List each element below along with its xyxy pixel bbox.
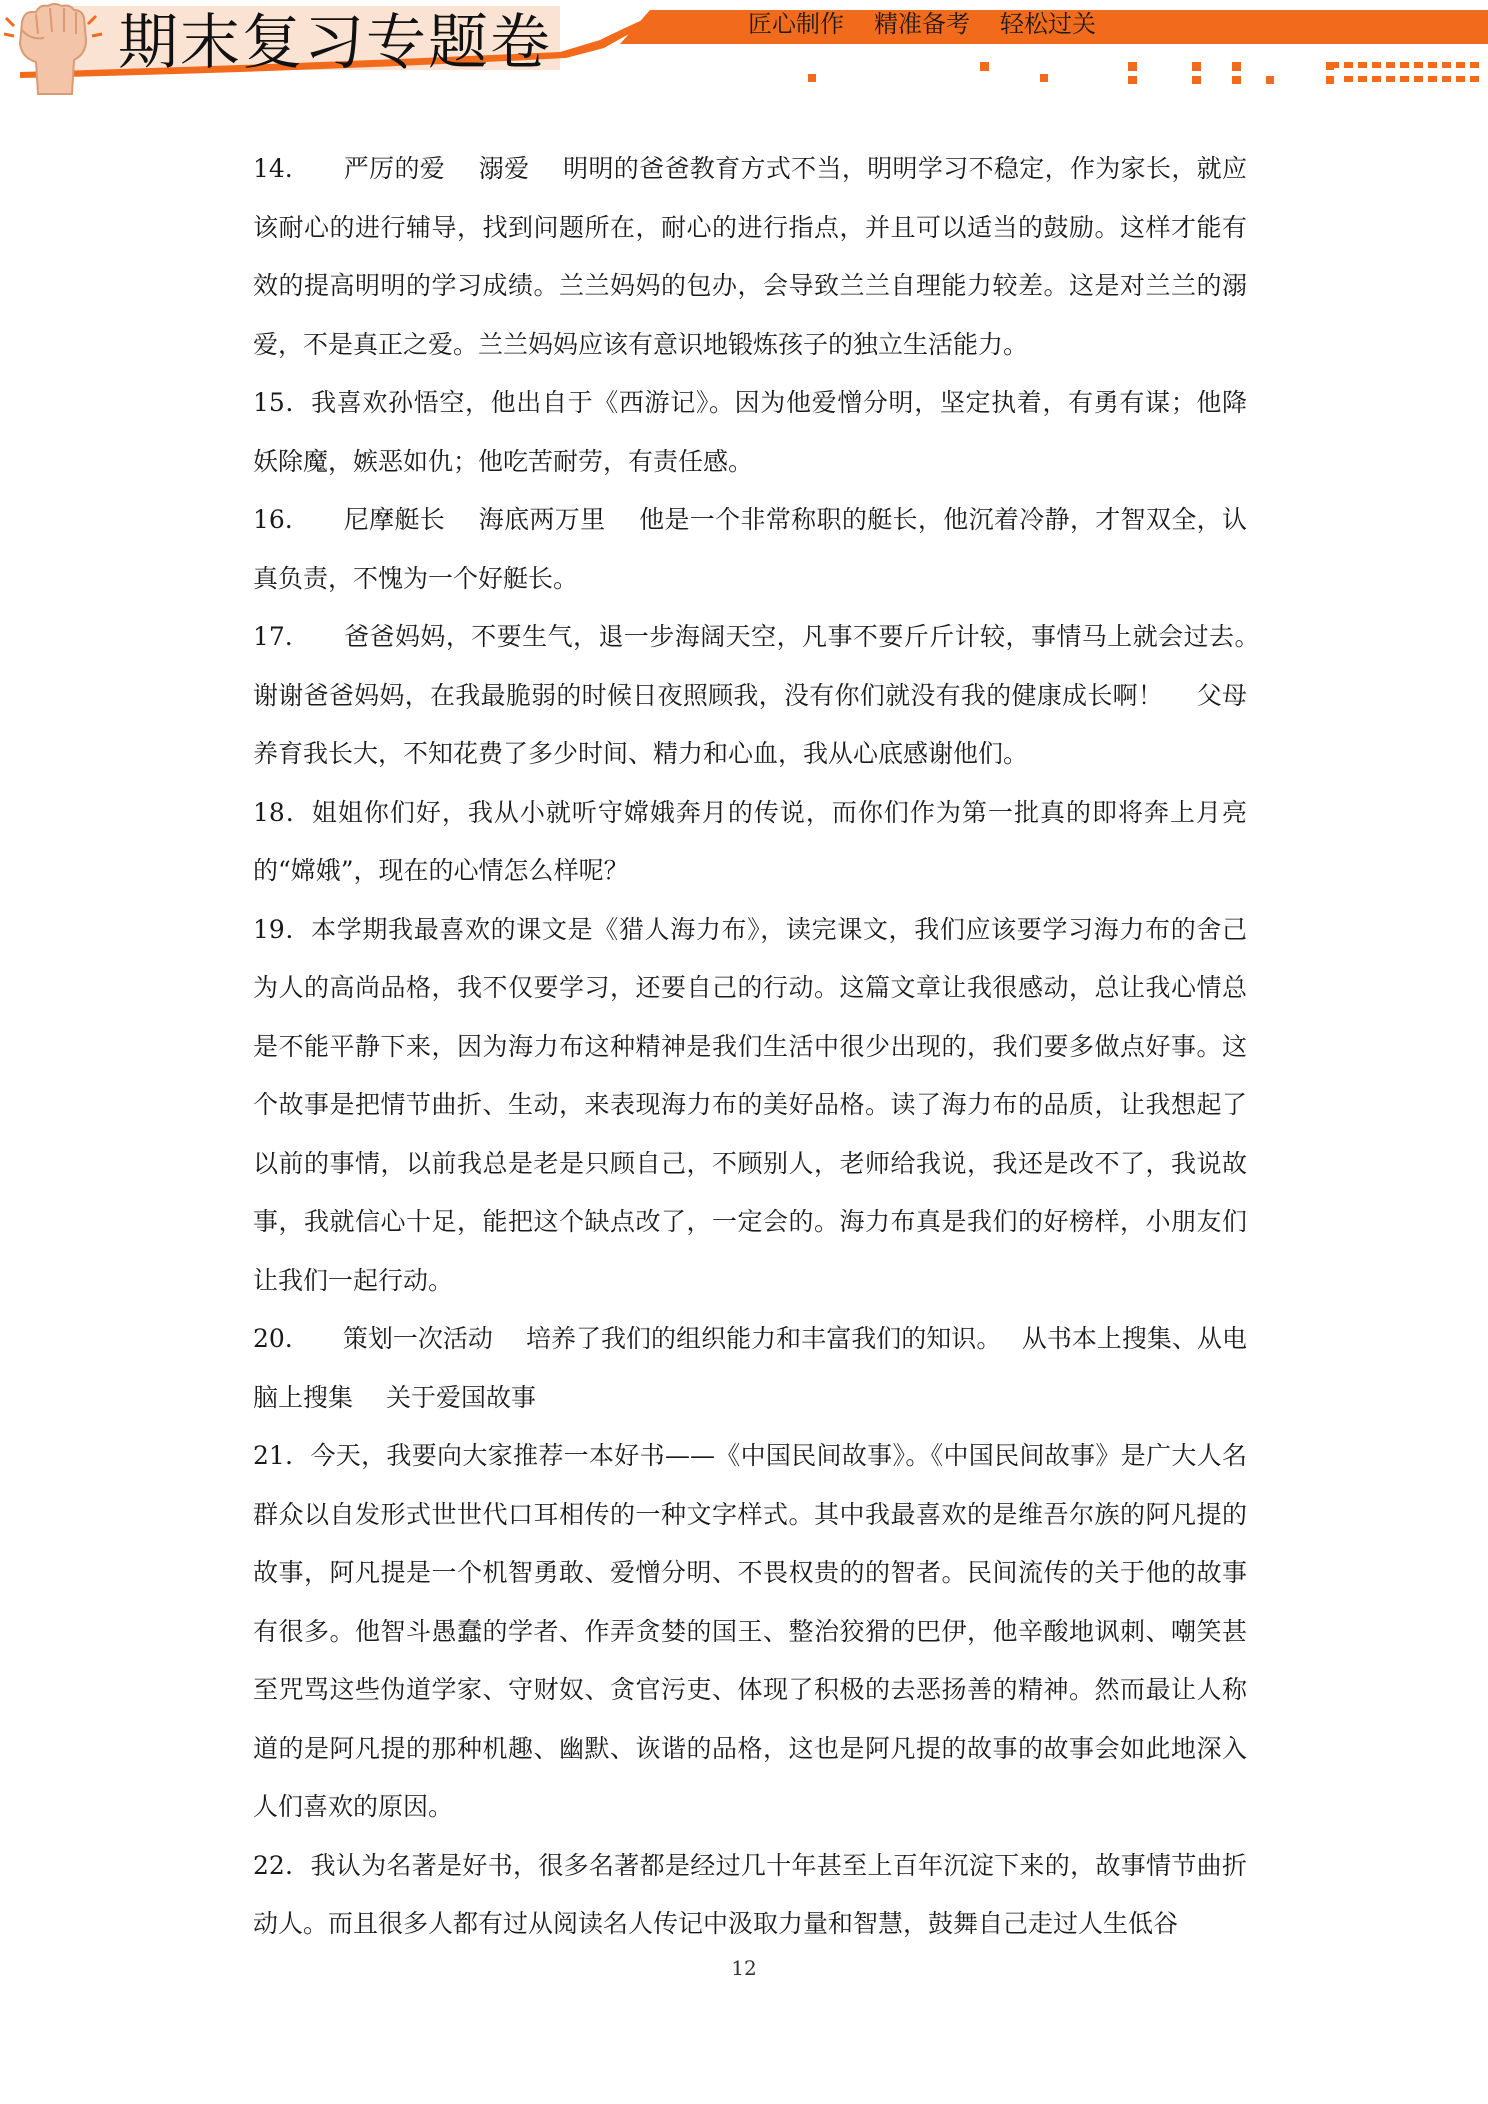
page-number: 12 xyxy=(731,1956,757,1980)
slogan-prepare: 精准备考 xyxy=(874,10,970,38)
answer-17: 17. 爸爸妈妈，不要生气，退一步海阔天空，凡事不要斤斤计较，事情马上就会过去。 谢谢爸爸妈妈，在我最脆弱的时候日夜照顾我，没有你们就没有我的健康成长啊！ 父母养育我长大，不知花费了多少时间、精力和心血，我从心底感谢他们。 xyxy=(253,622,1280,768)
slogan-craft: 匠心制作 xyxy=(748,10,844,38)
raised-fist-icon xyxy=(0,0,115,95)
page-title: 期末复习专题卷 xyxy=(118,8,552,78)
answer-18: 18．姐姐你们好，我从小就听守嫦娥奔月的传说，而你们作为第一批真的即将奔上月亮的“嫦娥”，现在的心情怎么样呢？ xyxy=(253,797,1247,885)
answer-21: 21．今天，我要向大家推荐一本好书——《中国民间故事》。《中国民间故事》是广大人名群众以自发形式世世代口耳相传的一种文字样式。其中我最喜欢的是维吾尔族的阿凡提的故事，阿凡提是一个机智勇敢、爱憎分明、不畏权贵的的智者。民间流传的关于他的故事有很多。他智斗愚蠢的学者、作弄贪婪的国王、整治狡猾的巴伊，他辛酸地讽刺、嘲笑甚至咒骂这些伪道学家、守财奴、贪官污吏、体现了积极的去恶扬善的精神。然而最让人称道的是阿凡提的那种机趣、幽默、诙谐的品格，这也是阿凡提的故事的故事会如此地深入人们喜欢的原因。 xyxy=(253,1441,1247,1821)
slogan-pass: 轻松过关 xyxy=(1000,10,1096,38)
answer-15: 15．我喜欢孙悟空，他出自于《西游记》。因为他爱憎分明，坚定执着，有勇有谋；他降妖除魔，嫉恶如仇；他吃苦耐劳，有责任感。 xyxy=(253,388,1247,476)
answer-content xyxy=(253,140,1280,1954)
answer-20: 20. 策划一次活动 培养了我们的组织能力和丰富我们的知识。 从书本上搜集、从电脑上搜集 关于爱国故事 xyxy=(253,1324,1247,1412)
answer-14: 14. 严厉的爱 溺爱 明明的爸爸教育方式不当，明明学习不稳定，作为家长，就应该耐心的进行辅导，找到问题所在，耐心的进行指点，并且可以适当的鼓励。这样才能有效的提高明明的学习成绩。兰兰妈妈的包办，会导致兰兰自理能力较差。这是对兰兰的溺爱，不是真正之爱。兰兰妈妈应该有意识地锻炼孩子的独立生活能力。 xyxy=(253,154,1247,359)
answer-22: 22．我认为名著是好书，很多名著都是经过几十年甚至上百年沉淀下来的，故事情节曲折动人。而且很多人都有过从阅读名人传记中汲取力量和智慧，鼓舞自己走过人生低谷 xyxy=(253,1850,1247,1938)
answer-19: 19．本学期我最喜欢的课文是《猎人海力布》，读完课文，我们应该要学习海力布的舍己为人的高尚品格，我不仅要学习，还要自己的行动。这篇文章让我很感动，总让我心情总是不能平静下来，因为海力布这种精神是我们生活中很少出现的，我们要多做点好事。这个故事是把情节曲折、生动，来表现海力布的美好品格。读了海力布的品质，让我想起了以前的事情，以前我总是老是只顾自己，不顾别人，老师给我说，我还是改不了，我说故事，我就信心十足，能把这个缺点改了，一定会的。海力布真是我们的好榜样，小朋友们让我们一起行动。 xyxy=(253,914,1247,1295)
answer-16: 16. 尼摩艇长 海底两万里 他是一个非常称职的艇长，他沉着冷静，才智双全，认真负责，不愧为一个好艇长。 xyxy=(253,505,1247,593)
page-header xyxy=(0,0,1488,100)
